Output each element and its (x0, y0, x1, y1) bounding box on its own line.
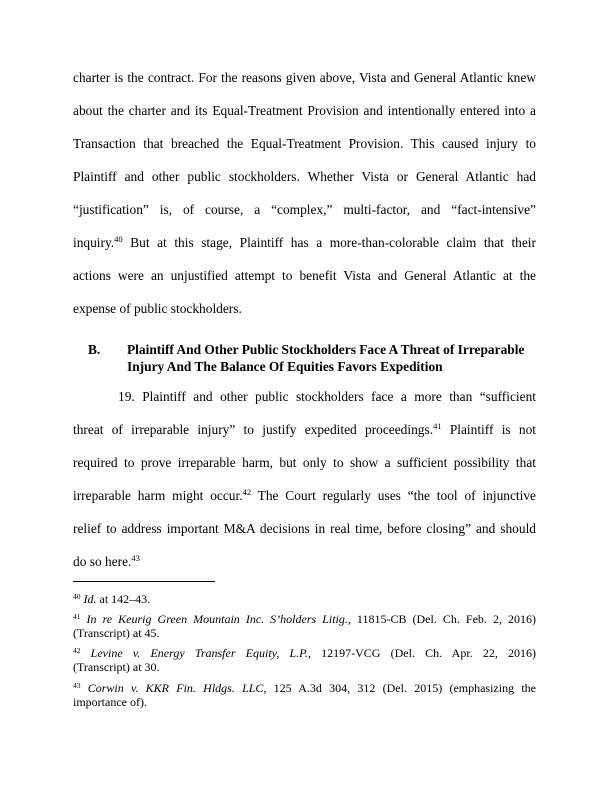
text-run: relief to address important M&A decisions in real time, before closing” and should (73, 521, 536, 536)
body-line (73, 422, 536, 439)
footnote-ref-40[interactable]: 40 (114, 234, 123, 244)
text-run: irreparable harm might occur. (73, 488, 243, 503)
section-heading-line-1: Plaintiff And Other Public Stockholders Face A Threat of Irreparable (127, 342, 525, 357)
text-run: actions were an unjustified attempt to benefit Vista and General Atlantic at the (73, 268, 536, 283)
footnote-text: at 142–43. (96, 592, 151, 606)
body-line (73, 455, 536, 471)
text-run: But at this stage, Plaintiff has a more-than-colorable claim that their (122, 235, 536, 250)
body-line (73, 488, 536, 505)
text-run: do so here. (73, 554, 132, 569)
footnote-text: , 12197-VCG (Del. Ch. Apr. 22, 2016) (307, 646, 536, 660)
footnote-ref-41[interactable]: 41 (433, 421, 442, 431)
body-line (73, 268, 536, 284)
text-run: expense of public stockholders. (73, 301, 242, 316)
footnote-number: 42 (73, 646, 81, 655)
footnote-text: , 125 A.3d 304, 312 (Del. 2015) (emphasizing the (263, 681, 536, 695)
case-citation: Id. (83, 592, 97, 606)
text-run: threat of irreparable injury” to justify expedited proceedings. (73, 422, 434, 437)
text-run: about the charter and its Equal-Treatment Provision and intentionally entered into a (73, 103, 536, 118)
body-line (73, 169, 536, 185)
body-line (73, 103, 536, 119)
case-citation: In re Keurig Green Mountain Inc. S’holders Litig. (86, 612, 348, 626)
section-letter: B. (88, 342, 101, 357)
text-run: charter is the contract. For the reasons given above, Vista and General Atlantic knew (73, 70, 536, 85)
text-run: Transaction that breached the Equal-Treatment Provision. This caused injury to (73, 136, 536, 151)
footnote-41-cont: (Transcript) at 45. (73, 626, 160, 640)
footnote-ref-43[interactable]: 43 (131, 553, 140, 563)
footnote-40 (73, 592, 536, 608)
footnote-number: 41 (73, 612, 81, 621)
text-run: required to prove irreparable harm, but only to show a sufficient possibility that (73, 455, 536, 470)
footnote-separator (73, 581, 215, 582)
text-run: Plaintiff and other public stockholders. Whether Vista or General Atlantic had (73, 169, 536, 184)
text-run: inquiry. (73, 235, 115, 250)
body-line (73, 70, 536, 86)
body-line (118, 389, 536, 405)
case-citation: Corwin v. KKR Fin. Hldgs. LLC (87, 681, 264, 695)
footnote-ref-42[interactable]: 42 (242, 487, 252, 497)
text-run: The Court regularly uses “the tool of injunctive (251, 488, 536, 503)
footnote-43-cont: importance of). (73, 695, 147, 709)
footnote-number: 40 (73, 592, 81, 601)
body-line (73, 554, 536, 571)
body-line (73, 136, 536, 152)
footnote-text: , 11815-CB (Del. Ch. Feb. 2, 2016) (347, 612, 536, 626)
body-line (73, 202, 536, 218)
section-heading-line-2: Injury And The Balance Of Equities Favors Expedition (127, 359, 443, 374)
text-run: 19. Plaintiff and other public stockholders face a more than “sufficient (118, 389, 536, 404)
body-line (73, 521, 536, 537)
footnote-42-cont: (Transcript) at 30. (73, 660, 160, 674)
body-line (73, 235, 536, 252)
text-run: Plaintiff is not (441, 422, 537, 437)
case-citation: Levine v. Energy Transfer Equity, L.P. (90, 646, 308, 660)
footnote-number: 43 (73, 681, 81, 690)
text-run: “justification” is, of course, a “complex,” multi-factor, and “fact-intensive” (73, 202, 536, 217)
body-line (73, 301, 536, 317)
